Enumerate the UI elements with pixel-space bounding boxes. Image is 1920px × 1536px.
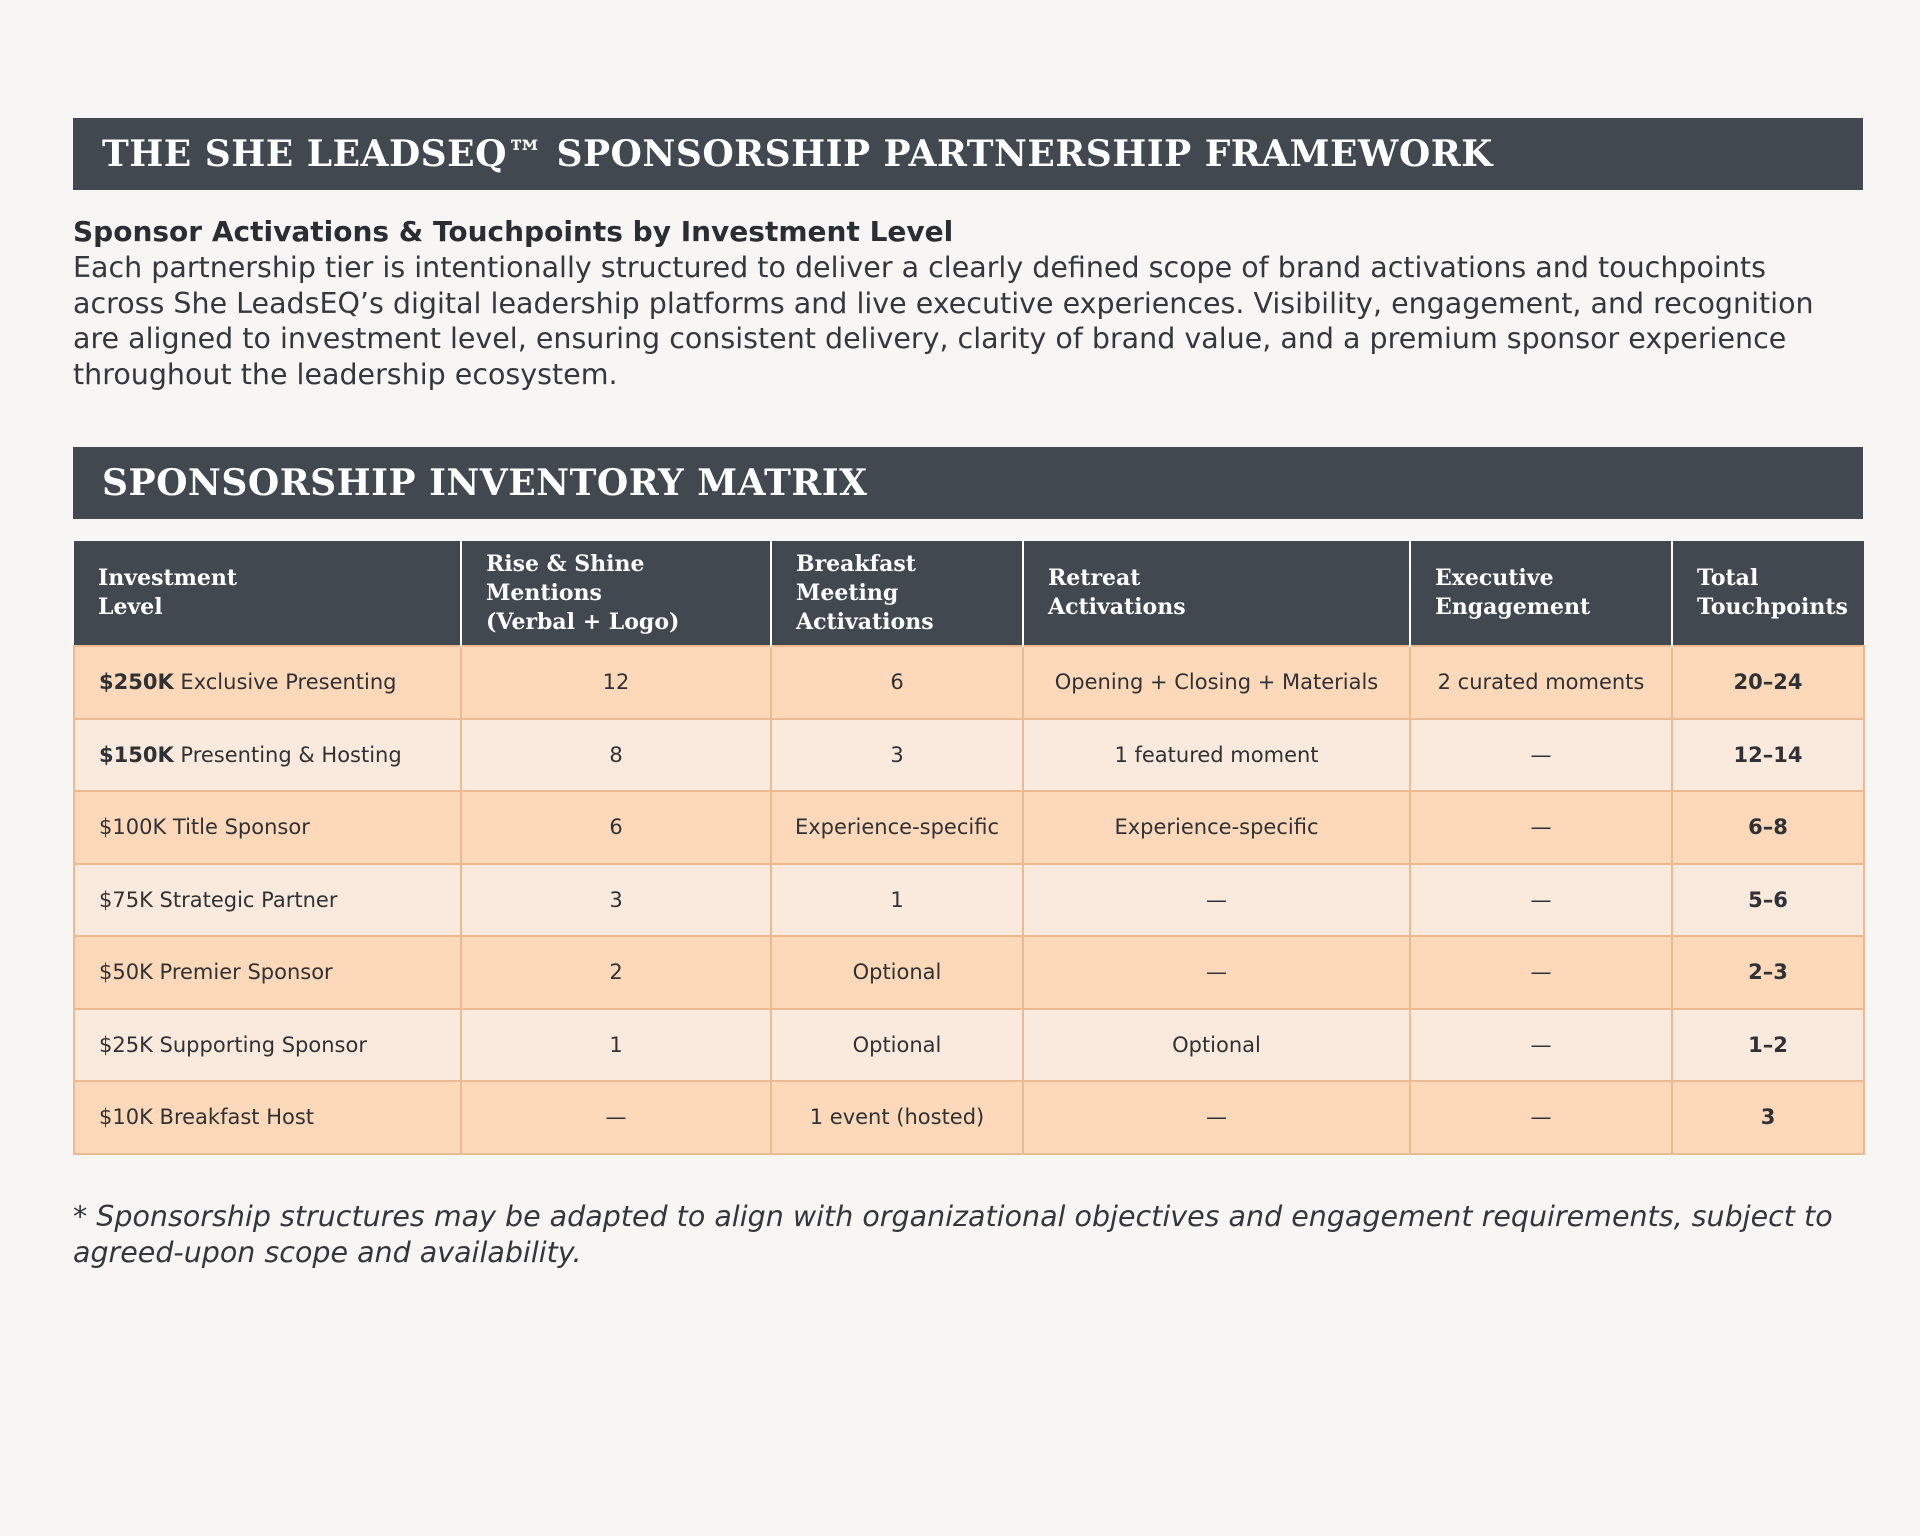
table-row	[74, 646, 1864, 719]
table-row	[74, 791, 1864, 864]
investment-level-cell: $250K Exclusive Presenting	[74, 646, 461, 719]
executive-cell: —	[1410, 1081, 1672, 1154]
rise-shine-cell: 2	[461, 936, 771, 1009]
total-touchpoints-cell: 5–6	[1672, 864, 1864, 937]
intro-section	[73, 214, 1863, 392]
investment-level-cell: $150K Presenting & Hosting	[74, 719, 461, 792]
executive-cell: —	[1410, 864, 1672, 937]
retreat-cell: Optional	[1023, 1009, 1410, 1082]
rise-shine-cell: 12	[461, 646, 771, 719]
retreat-cell: —	[1023, 936, 1410, 1009]
rise-shine-cell: 6	[461, 791, 771, 864]
framework-title: THE SHE LEADSEQ™ SPONSORSHIP PARTNERSHIP FRAMEWORK	[102, 133, 1493, 175]
executive-cell: —	[1410, 719, 1672, 792]
intro-body: Each partnership tier is intentionally structured to deliver a clearly defined scope of brand activations and touchpoints across She LeadsEQ’s digital leadership platforms and live executive experiences. Visibility, engagement, and recognition are aligned to investment level, ensuring consistent delivery, clarity of brand value, and a premium sponsor experience throughout the leadership ecosystem.	[73, 251, 1814, 391]
rise-shine-cell: 3	[461, 864, 771, 937]
total-touchpoints-cell: 1–2	[1672, 1009, 1864, 1082]
breakfast-cell: Optional	[771, 1009, 1023, 1082]
sponsorship-matrix-table	[73, 541, 1865, 1155]
table-row	[74, 1081, 1864, 1154]
table-header-row	[74, 541, 1864, 646]
header-rise-shine-mentions: Rise & Shine Mentions (Verbal + Logo)	[461, 541, 771, 646]
breakfast-cell: 6	[771, 646, 1023, 719]
rise-shine-cell: 1	[461, 1009, 771, 1082]
retreat-cell: —	[1023, 864, 1410, 937]
intro-heading: Sponsor Activations & Touchpoints by Investment Level	[73, 215, 954, 248]
investment-level-cell: $100K Title Sponsor	[74, 791, 461, 864]
header-breakfast-activations: Breakfast Meeting Activations	[771, 541, 1023, 646]
breakfast-cell: Experience-specific	[771, 791, 1023, 864]
breakfast-cell: Optional	[771, 936, 1023, 1009]
table-row	[74, 864, 1864, 937]
breakfast-cell: 1 event (hosted)	[771, 1081, 1023, 1154]
retreat-cell: 1 featured moment	[1023, 719, 1410, 792]
retreat-cell: Experience-specific	[1023, 791, 1410, 864]
table-row	[74, 719, 1864, 792]
investment-level-cell: $10K Breakfast Host	[74, 1081, 461, 1154]
matrix-title-banner	[73, 447, 1863, 519]
total-touchpoints-cell: 3	[1672, 1081, 1864, 1154]
retreat-cell: —	[1023, 1081, 1410, 1154]
executive-cell: —	[1410, 791, 1672, 864]
header-total-touchpoints: Total Touchpoints	[1672, 541, 1864, 646]
breakfast-cell: 1	[771, 864, 1023, 937]
investment-level-cell: $50K Premier Sponsor	[74, 936, 461, 1009]
footnote: * Sponsorship structures may be adapted to align with organizational objectives and engagement requirements, subject to agreed-upon scope and availability.	[73, 1200, 1833, 1269]
table-row	[74, 936, 1864, 1009]
executive-cell: 2 curated moments	[1410, 646, 1672, 719]
header-executive-engagement: Executive Engagement	[1410, 541, 1672, 646]
header-investment-level: Investment Level	[74, 541, 461, 646]
investment-level-cell: $75K Strategic Partner	[74, 864, 461, 937]
executive-cell: —	[1410, 1009, 1672, 1082]
rise-shine-cell: 8	[461, 719, 771, 792]
executive-cell: —	[1410, 936, 1672, 1009]
total-touchpoints-cell: 20–24	[1672, 646, 1864, 719]
breakfast-cell: 3	[771, 719, 1023, 792]
header-retreat-activations: Retreat Activations	[1023, 541, 1410, 646]
total-touchpoints-cell: 6–8	[1672, 791, 1864, 864]
retreat-cell: Opening + Closing + Materials	[1023, 646, 1410, 719]
total-touchpoints-cell: 2–3	[1672, 936, 1864, 1009]
total-touchpoints-cell: 12–14	[1672, 719, 1864, 792]
framework-title-banner	[73, 118, 1863, 190]
table-row	[74, 1009, 1864, 1082]
investment-level-cell: $25K Supporting Sponsor	[74, 1009, 461, 1082]
matrix-title: SPONSORSHIP INVENTORY MATRIX	[102, 462, 868, 504]
rise-shine-cell: —	[461, 1081, 771, 1154]
